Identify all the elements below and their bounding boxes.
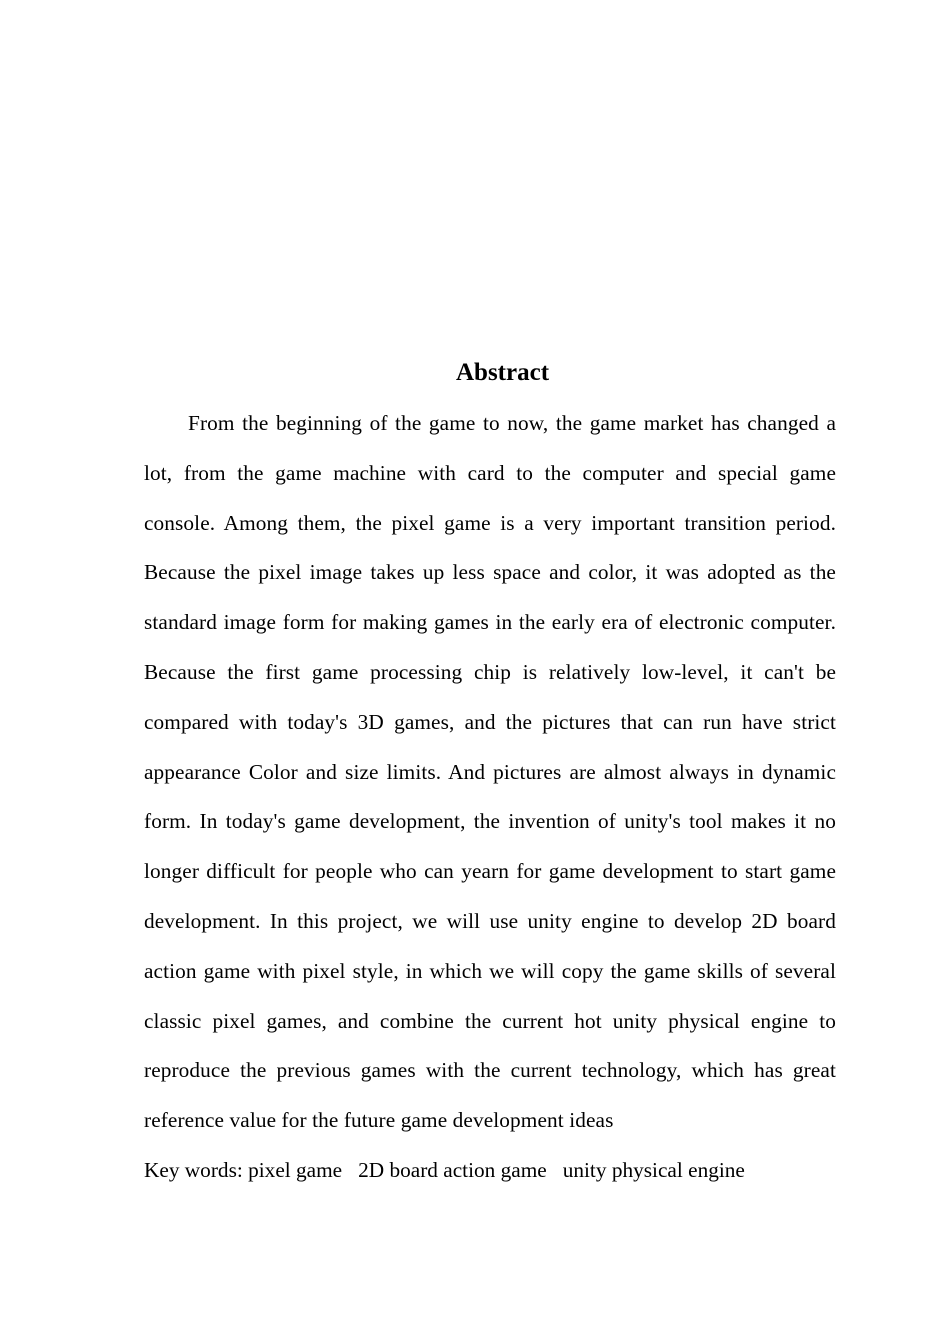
keywords-line: Key words: pixel game 2D board action game unity physical engine	[144, 1158, 745, 1182]
abstract-body: From the beginning of the game to now, the game market has changed a lot, from the game machine with card to the computer and special game console. Among them, the pixel game is a very important transition period. Because the pixel image takes up less space and color, it was adopted as the standard image form for making games in the early era of electronic computer. Because the first game processing chip is relatively low-level, it can't be compared with today's 3D games, and the pictures that can run have strict appearance Color and size limits. And pictures are almost always in dynamic form. In today's game development, the invention of unity's tool makes it no longer difficult for people who can yearn for game development to start game development. In this project, we will use unity engine to develop 2D board action game with pixel style, in which we will copy the game skills of several classic pixel games, and combine the current hot unity physical engine to reproduce the previous games with the current technology, which has great reference value for the future game development ideas	[144, 411, 836, 1133]
abstract-title: Abstract	[455, 359, 550, 386]
